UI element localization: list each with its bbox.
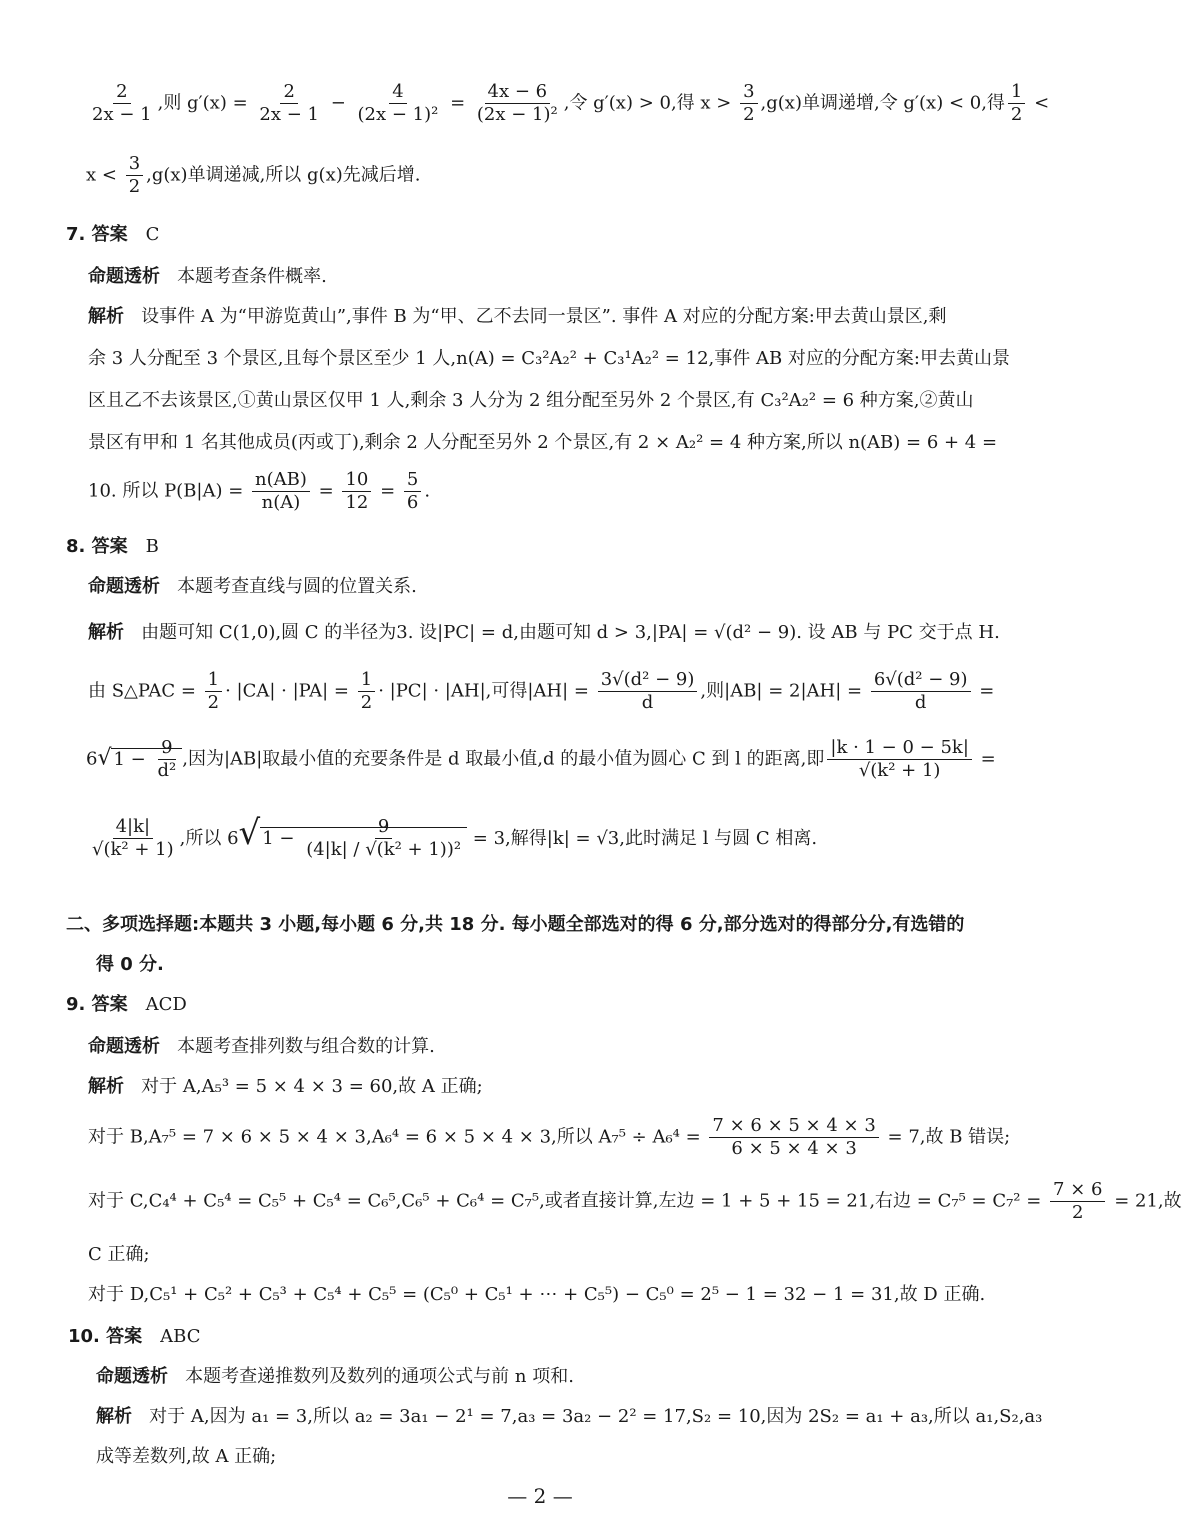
fraction-denominator: 2 [128,175,141,197]
fraction-denominator: d² [157,759,177,781]
page-number: — 2 — [507,1484,573,1508]
fraction [474,82,561,125]
fraction-denominator: (2x − 1)² [357,103,439,125]
q10-analysis-1: 解析 对于 A,因为 a₁ = 3,所以 a₂ = 3a₁ − 2¹ = 7,a₃ = 3a₂ − 2² = 17,S₂ = 10,因为 2S₂ = a₁ + a₃,所以 a₁,S₂,a₃ [96,1406,1043,1427]
q10-answer-line: 10. 答案 ABC [68,1326,201,1347]
q7-analysis-1: 解析 设事件 A 为“甲游览黄山”,事件 B 为“甲、乙不去同一景区”. 事件 A 对应的分配方案:甲去黄山景区,剩 [88,306,947,327]
q8-analysis-1: 解析 由题可知 C(1,0),圆 C 的半径为3. 设|PC| = d,由题可知 d > 3,|PA| = √(d² − 9). 设 AB 与 PC 交于点 H. [88,622,1000,643]
q7-analysis-5: 10. 所以 P(B|A) = $\frac{n(AB)}{n(A)}$ = $\frac{10}{12}$ = $\frac{5}{6}$ . [88,469,431,513]
fraction-numerator: 2 [113,82,130,104]
fraction-denominator: d [914,691,927,713]
q9-analysis-3: 对于 C,C₄⁴ + C₅⁴ = C₅⁵ + C₅⁴ = C₆⁵,C₆⁵ + C₆⁴ = C₇⁵,或者直接计算,左边 = 1 + 5 + 15 = 21,右边 = C₇⁵ = C₇² = $\frac{7 \times 6}{2}$ = 21,故 [88,1179,1182,1223]
fraction [126,154,143,197]
q8-answer-line: 8. 答案 B [66,536,159,557]
q8-analysis-4: $\frac{4|k|}{\text{√(k² + 1)}}$ ,所以 6√ 1 − $\frac{9}{\text{(4|k| / √(k² + 1))²}}$ = 3,解得|k| = √3,此时满足 l 与圆 C 相离. [86,812,817,861]
fraction-denominator: 2x − 1 [92,103,152,125]
fraction [355,82,442,125]
fraction [709,1116,878,1159]
q8-insight: 命题透析 本题考查直线与圆的位置关系. [88,576,417,597]
fraction-numerator: 9 [158,738,175,760]
fraction-numerator: 3√(d² − 9) [598,670,698,692]
fraction-numerator: 1 [358,670,375,692]
fraction-numerator: 4x − 6 [485,82,551,104]
fraction-denominator: √(k² + 1) [92,839,174,861]
fraction [1050,1180,1105,1223]
q9-answer-line: 9. 答案 ACD [66,994,187,1015]
q7-insight: 命题透析 本题考查条件概率. [88,266,327,287]
fraction [89,817,177,860]
fraction-denominator: (2x − 1)² [476,103,558,125]
fraction [154,738,179,781]
fraction-denominator: 2 [207,691,220,713]
fraction-numerator: 1 [1008,82,1025,104]
fraction-numerator: 1 [205,670,222,692]
fraction [358,670,375,713]
fraction [598,670,698,713]
fraction-denominator: d [641,691,654,713]
fraction-denominator: 6 [406,491,419,513]
fraction-numerator: n(AB) [252,470,310,492]
q7-analysis-3: 区且乙不去该景区,①黄山景区仅甲 1 人,剩余 3 人分为 2 组分配至另外 2 个景区,有 C₃²A₂² = 6 种方案,②黄山 [88,390,974,411]
fraction-numerator: 2 [280,82,297,104]
fraction-denominator: 2 [743,103,755,125]
fraction [1008,82,1025,125]
q8-analysis-2: 由 S△PAC = $\frac{1}{2}$ · |CA| · |PA| = $\frac{1}{2}$ · |PC| · |AH|,可得|AH| = $\frac{\text{3√(d² − 9)}}{d}$ ,则|AB| = 2|AH| = $\frac{\text{6√(d² − 9)}}{d}$ = [88,669,995,713]
fraction [342,470,371,513]
fraction-denominator: 12 [345,491,369,513]
q10-insight: 命题透析 本题考查递推数列及数列的通项公式与前 n 项和. [96,1366,574,1387]
q8-analysis-3: 6√ 1 − $\frac{9}{\text{d²}}$ ,因为|AB|取最小值的充要条件是 d 取最小值,d 的最小值为圆心 C 到 l 的距离,即 $\frac{|k \cdot 1 - 0 - 5k|}{\text{√(k² + 1)}}$ = [86,737,996,781]
fraction-numerator: 7 × 6 [1050,1180,1105,1202]
fraction-denominator: 2x − 1 [259,103,319,125]
fraction-numerator: 3 [126,154,143,176]
fraction [303,817,464,860]
fraction-numerator: 5 [404,470,421,492]
fraction [89,82,155,125]
fraction-numerator: 3 [740,82,757,104]
q7-analysis-4: 景区有甲和 1 名其他成员(丙或丁),剩余 2 人分配至另外 2 个景区,有 2 × A₂² = 4 种方案,所以 n(AB) = 6 + 4 = [88,432,998,453]
fraction [827,738,972,781]
q7-answer-line: 7. 答案 C [66,224,160,245]
fraction-denominator: n(A) [261,491,301,513]
fraction [871,670,971,713]
q9-analysis-2: 对于 B,A₇⁵ = 7 × 6 × 5 × 4 × 3,A₆⁴ = 6 × 5 × 4 × 3,所以 A₇⁵ ÷ A₆⁴ = $\frac{7 \times 6 \times 5 \times 4 \times 3}{6 \times 5 \times 4 \times 3}$ = 7,故 B 错误; [88,1115,1011,1159]
fraction-numerator: |k · 1 − 0 − 5k| [827,738,972,760]
fraction-numerator: 4 [389,82,406,104]
q9-analysis-5: 对于 D,C₅¹ + C₅² + C₅³ + C₅⁴ + C₅⁵ = (C₅⁰ + C₅¹ + ⋯ + C₅⁵) − C₅⁰ = 2⁵ − 1 = 32 − 1 = 31,故 D 正确. [88,1284,986,1305]
fraction [256,82,322,125]
fraction-denominator: (4|k| / √(k² + 1))² [306,839,462,861]
fraction-denominator: √(k² + 1) [858,759,941,781]
fraction-denominator: 6 × 5 × 4 × 3 [731,1137,857,1159]
top-line-1: $\frac{2}{2x - 1}$ ,则 g′(x) = $\frac{2}{2x - 1}$ − $\frac{4}{\text{(2x − 1)²}}$ = $\frac{4x - 6}{\text{(2x − 1)²}}$ ,令 g′(x) > 0,得 x > $\frac{3}{2}$ ,g(x)单调递增,令 g′(x) < 0,得 $\frac{1}{2}$ < [86,82,1049,125]
q9-analysis-4: C 正确; [88,1244,150,1265]
fraction [404,470,421,513]
fraction [740,82,757,125]
fraction [205,670,222,713]
fraction-denominator: 2 [360,691,373,713]
fraction-numerator: 10 [342,470,371,492]
section-2-title-cont: 得 0 分. [96,954,164,975]
fraction-denominator: 2 [1010,103,1023,125]
top-line-2: x < $\frac{3}{2}$ ,g(x)单调递减,所以 g(x)先减后增. [86,153,421,197]
fraction-numerator: 4|k| [113,817,154,839]
fraction-denominator: 2 [1072,1201,1084,1223]
fraction-numerator: 7 × 6 × 5 × 4 × 3 [709,1116,878,1138]
fraction-numerator: 9 [375,817,392,839]
q7-analysis-2: 余 3 人分配至 3 个景区,且每个景区至少 1 人,n(A) = C₃²A₂² + C₃¹A₂² = 12,事件 AB 对应的分配方案:甲去黄山景 [88,348,1010,369]
q9-analysis-1: 解析 对于 A,A₅³ = 5 × 4 × 3 = 60,故 A 正确; [88,1076,483,1097]
q9-insight: 命题透析 本题考查排列数与组合数的计算. [88,1036,435,1057]
q10-analysis-2: 成等差数列,故 A 正确; [96,1446,277,1467]
fraction-numerator: 6√(d² − 9) [871,670,971,692]
fraction [252,470,310,513]
section-2-title: 二、多项选择题:本题共 3 小题,每小题 6 分,共 18 分. 每小题全部选对的得 6 分,部分选对的得部分分,有选错的 [66,914,965,935]
